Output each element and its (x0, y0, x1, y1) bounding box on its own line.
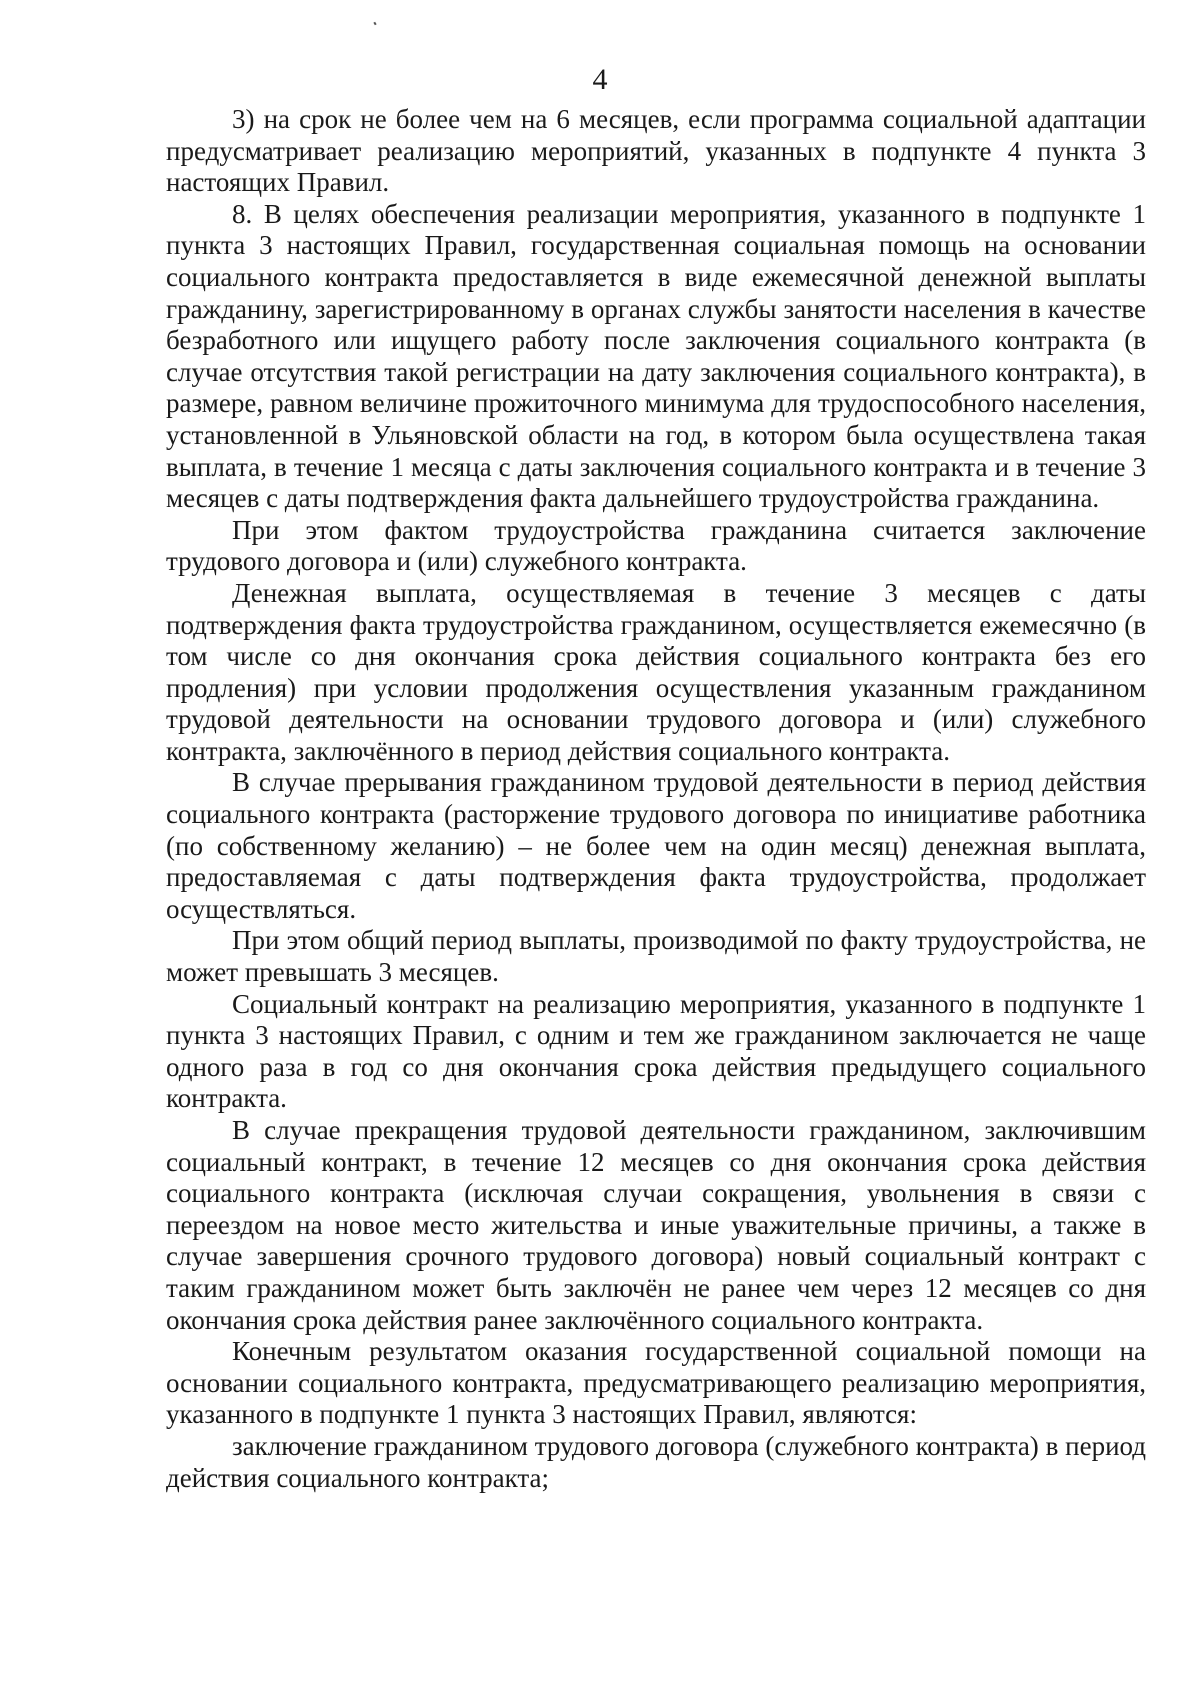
paragraph-contract-frequency: Социальный контракт на реализацию мероприятия, указанного в подпункте 1 пункта 3 настоящих Правил, с одним и тем же гражданином заключается не чаще одного раза в год со дня окончания срока действия предыдущего социального контракта. (166, 988, 1146, 1114)
page-number: 4 (592, 63, 608, 96)
paragraph-termination: В случае прекращения трудовой деятельности гражданином, заключившим социальный контракт, в течение 12 месяцев со дня окончания срока действия социального контракта (исключая случаи сокращения, увольнения в связи с переездом на новое место жительства и иные уважительные причины, а также в случае завершения срочного трудового договора) новый социальный контракт с таким гражданином может быть заключён не ранее чем через 12 месяцев со дня окончания срока действия ранее заключённого социального контракта. (166, 1115, 1146, 1335)
paragraph-point-8: 8. В целях обеспечения реализации мероприятия, указанного в подпункте 1 пункта 3 настоящих Правил, государственная социальная помощь на основании социального контракта предоставляется в виде ежемесячной денежной выплаты гражданину, зарегистрированному в органах службы занятости населения в качестве безработного или ищущего работу после заключения социального контракта (в случае отсутствия такой регистрации на дату заключения социального контракта), в размере, равном величине прожиточного минимума для трудоспособного населения, установленной в Ульяновской области на год, в котором была осуществлена такая выплата, в течение 1 месяца с даты заключения социального контракта и в течение 3 месяцев с даты подтверждения факта дальнейшего трудоустройства гражданина. (166, 198, 1146, 514)
paragraph-interruption: В случае прерывания гражданином трудовой деятельности в период действия социального контракта (расторжение трудового договора по инициативе работника (по собственному желанию) – не более чем на один месяц) денежная выплата, предоставляемая с даты подтверждения факта трудоустройства, продолжает осуществляться. (166, 767, 1146, 924)
scan-speck (373, 22, 376, 26)
paragraph-payment-limit: При этом общий период выплаты, производимой по факту трудоустройства, не может превышать 3 месяцев. (166, 925, 1146, 988)
paragraph-item-3: 3) на срок не более чем на 6 месяцев, если программа социальной адаптации предусматривает реализацию мероприятий, указанных в подпункте 4 пункта 3 настоящих Правил. (166, 104, 1146, 198)
paragraph-result-item: заключение гражданином трудового договора (служебного контракта) в период действия социального контракта; (166, 1430, 1146, 1493)
paragraph-monthly-payment: Денежная выплата, осуществляемая в течение 3 месяцев с даты подтверждения факта трудоустройства гражданином, осуществляется ежемесячно (в том числе со дня окончания срока действия социального контракта без его продления) при условии продолжения осуществления указанным гражданином трудовой деятельности на основании трудового договора и (или) служебного контракта, заключённого в период действия социального контракта. (166, 577, 1146, 766)
paragraph-final-result: Конечным результатом оказания государственной социальной помощи на основании социального контракта, предусматривающего реализацию мероприятия, указанного в подпункте 1 пункта 3 настоящих Правил, являются: (166, 1336, 1146, 1430)
document-body (166, 104, 1146, 1494)
paragraph-employment-definition: При этом фактом трудоустройства гражданина считается заключение трудового договора и (или) служебного контракта. (166, 514, 1146, 577)
